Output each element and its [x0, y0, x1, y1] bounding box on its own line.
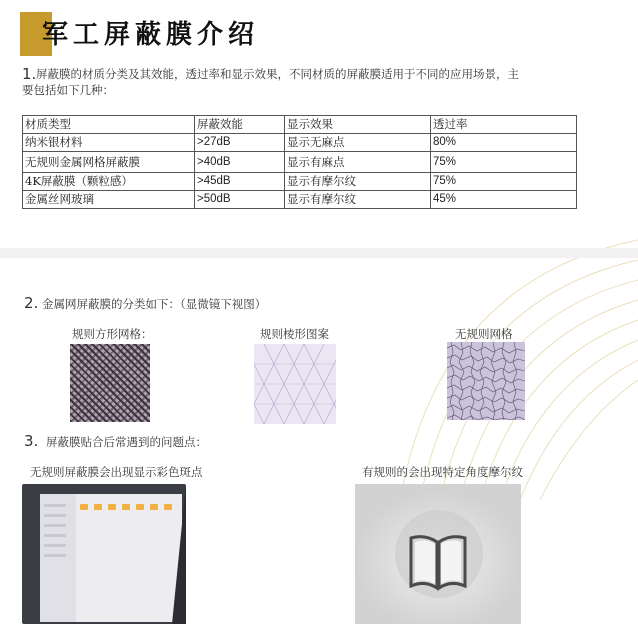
- table-cell: >27dB: [195, 134, 285, 152]
- table-cell: >50dB: [195, 191, 285, 209]
- table-cell: 45%: [431, 191, 577, 209]
- table-cell: 80%: [431, 134, 577, 152]
- table-header-cell: 透过率: [431, 116, 577, 134]
- caption-color-spots: 无规则屏蔽膜会出现显示彩色斑点: [30, 465, 203, 479]
- section3-number: 3.: [24, 432, 39, 450]
- page-title: 军工屏蔽膜介绍: [42, 20, 260, 50]
- table-row: [23, 152, 577, 173]
- table-cell: 75%: [431, 152, 577, 173]
- material-table: [22, 115, 577, 209]
- diamond-pattern-image: [254, 344, 336, 424]
- table-cell: 纳米银材料: [23, 134, 195, 152]
- table-row: [23, 191, 577, 209]
- table-cell: 显示无麻点: [285, 134, 431, 152]
- table-cell: 显示有摩尔纹: [285, 173, 431, 191]
- moire-photo: [355, 484, 521, 624]
- caption-diamond-pattern: 规则棱形图案: [260, 327, 329, 341]
- table-header-cell: 材质类型: [23, 116, 195, 134]
- section2-text: 金属网屏蔽膜的分类如下：（显微镜下视图）: [42, 297, 267, 311]
- table-cell: 75%: [431, 173, 577, 191]
- table-cell: 无规则金属网格屏蔽膜: [23, 152, 195, 173]
- section1-intro-line2: 要包括如下几种：: [22, 83, 114, 97]
- table-cell: 4K屏蔽膜（颗粒感）: [23, 173, 195, 191]
- square-grid-image: [70, 344, 150, 422]
- section3-text: 屏蔽膜贴合后常遇到的问题点：: [46, 435, 207, 449]
- irregular-grid-image: [447, 342, 525, 420]
- open-book-icon: [355, 484, 521, 624]
- section1-intro-line1: 屏蔽膜的材质分类及其效能，透过率和显示效果，不同材质的屏蔽膜适用于不同的应用场景，主: [36, 67, 519, 81]
- section2-number: 2.: [24, 294, 39, 312]
- table-row: [23, 173, 577, 191]
- section-separator: [0, 248, 638, 258]
- table-header-row: [23, 116, 577, 134]
- table-cell: 显示有麻点: [285, 152, 431, 173]
- caption-square-grid: 规则方形网格：: [72, 327, 153, 341]
- color-spots-photo: [22, 484, 186, 624]
- table-header-cell: 显示效果: [285, 116, 431, 134]
- table-cell: 金属丝网玻璃: [23, 191, 195, 209]
- table-row: [23, 134, 577, 152]
- table-header-cell: 屏蔽效能: [195, 116, 285, 134]
- caption-moire: 有规则的会出现特定角度摩尔纹: [362, 465, 523, 479]
- section1-number: 1.: [22, 65, 37, 83]
- table-cell: 显示有摩尔纹: [285, 191, 431, 209]
- caption-irregular-grid: 无规则网格: [455, 327, 513, 341]
- orange-icons-row: [22, 484, 186, 624]
- table-cell: >40dB: [195, 152, 285, 173]
- table-cell: >45dB: [195, 173, 285, 191]
